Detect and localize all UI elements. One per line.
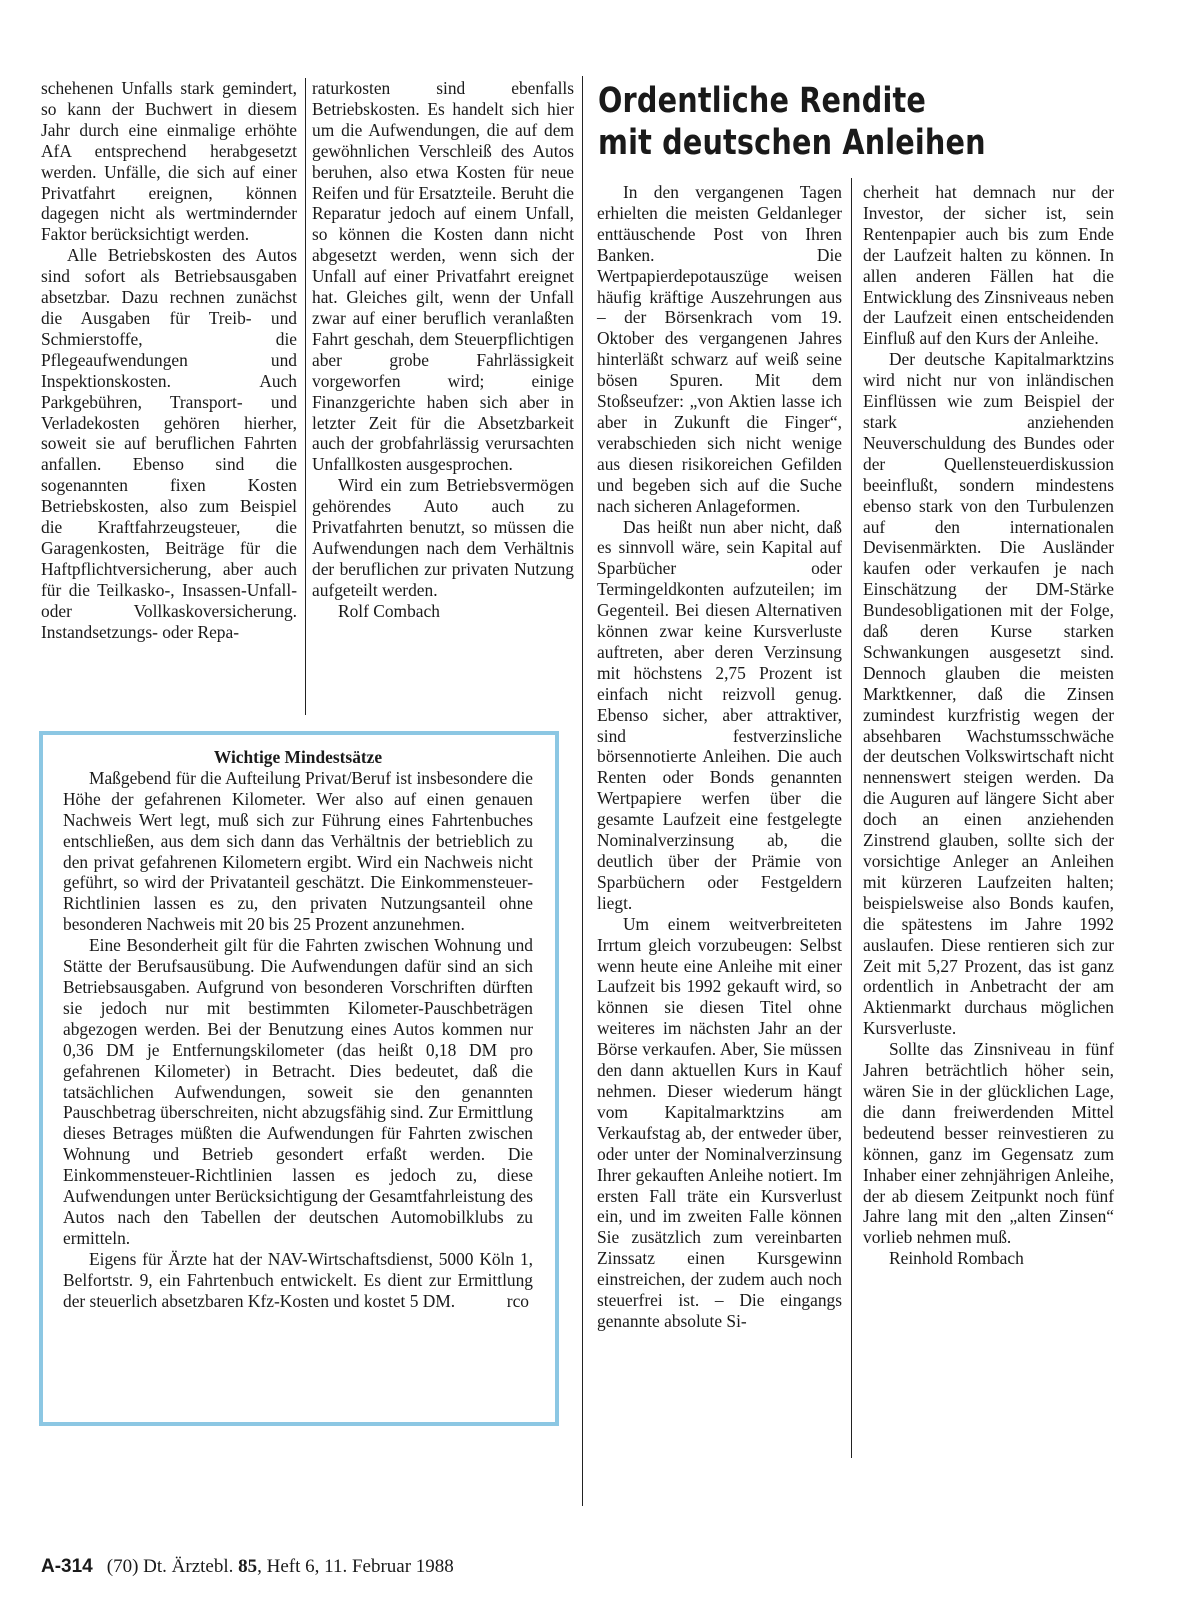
journal-ref: (70) Dt. Ärztebl. bbox=[106, 1556, 234, 1577]
article-column-2 bbox=[863, 182, 1114, 1269]
paragraph: cherheit hat demnach nur der Investor, der sicher ist, sein Rentenpapier auch bis zum Ende der Laufzeit halten zu können. In allen anderen Fällen hat die Entwicklung des Zinsniveaus neben der Laufzeit einen entscheidenden Einfluß auf den Kurs der Anleihe. bbox=[863, 182, 1114, 349]
paragraph: Alle Betriebskosten des Autos sind sofort als Betriebsausgaben absetzbar. Dazu rechnen zunächst die Ausgaben für Treib- und Schmierstoffe, die Pflegeaufwendungen und Inspektionskosten. Auch Parkgebühren, Transport- und Verladekosten gehören hierher, soweit sie auf beruflichen Fahrten anfallen. Ebenso sind die sogenannten fixen Kosten Betriebskosten, also zum Beispiel die Kraftfahrzeugsteuer, die Garagenkosten, Beiträge für die Haftpflichtversicherung, aber auch für die Teilkasko-, Insassen-Unfall- oder Vollkaskoversicherung. Instandsetzungs- oder Repa- bbox=[41, 245, 297, 642]
info-box bbox=[39, 731, 559, 1426]
issue-date: , Heft 6, 11. Februar 1988 bbox=[257, 1556, 454, 1577]
paragraph: raturkosten sind ebenfalls Betriebskosten. Es handelt sich hier um die Aufwendungen, die auf dem gewöhnlichen Verschleiß des Autos beruhen, also etwa Kosten für neue Reifen und für Ersatzteile. Beruht die Reparatur jedoch auf einem Unfall, so können die Kosten dann nicht abgesetzt werden, wenn sich der Unfall auf einer Privatfahrt ereignet hat. Gleiches gilt, wenn der Unfall zwar auf einer beruflich veranlaßten Fahrt geschah, dem Steuerpflichtigen aber grobe Fahrlässigkeit vorgeworfen wird; einige Finanzgerichte haben sich aber in letzter Zeit für die Absetzbarkeit auch der grobfahrlässig verursachten Unfallkosten ausgesprochen. bbox=[312, 78, 574, 475]
box-title: Wichtige Mindestsätze bbox=[213, 747, 383, 767]
paragraph: Der deutsche Kapitalmarktzins wird nicht nur von inländischen Einflüssen wie zum Beispiel der stark anziehenden Neuverschuldung des Bundes oder der Quellensteuerdiskussion beeinflußt, sondern mindestens ebenso stark von den Turbulenzen auf den internationalen Devisenmärkten. Die Ausländer kaufen oder verkaufen je nach Einschätzung der DM-Stärke Bundesobligationen mit der Folge, daß deren Kurse starken Schwankungen ausgesetzt sind. Dennoch glauben die meisten Marktkenner, daß die Zinsen zumindest kurzfristig wegen der absehbaren Wachstumsschwäche der deutschen Volkswirtschaft nicht nennenswert steigen werden. Da die Auguren auf längere Sicht aber doch an einen anziehenden Zinstrend glauben, sollte sich der vorsichtige Anleger an Anleihen mit kürzeren Laufzeiten halten; beispielsweise also Bonds kaufen, die spätestens im Jahre 1992 auslaufen. Diese rentieren sich zur Zeit mit 5,27 Prozent, das ist ganz ordentlich in Anbetracht der am Aktienmarkt durchaus möglichen Kursverluste. bbox=[863, 349, 1114, 1039]
paragraph: Maßgebend für die Aufteilung Privat/Beruf ist insbesondere die Höhe der gefahrenen Kilometer. Wer also auf einen genauen Nachweis Wert legt, muß sich zur Führung eines Fahrtenbuches entschließen, aus dem sich dann das Verhältnis der betrieblich zu den privat gefahrenen Kilometern ergibt. Wird ein Nachweis nicht geführt, so wird der Privatanteil geschätzt. Die Einkommensteuer-Richtlinien lassen es zu, den privaten Nutzungsanteil ohne besonderen Nachweis mit 20 bis 25 Prozent anzunehmen. bbox=[63, 767, 533, 935]
paragraph bbox=[63, 1249, 533, 1312]
paragraph: Sollte das Zinsniveau in fünf Jahren beträchtlich höher sein, wären Sie in der glücklichen Lage, die dann freiwerdenden Mittel bedeutend besser reinvestieren zu können, ganz im Gegensatz zum Inhaber einer zehnjährigen Anleihe, der ab diesem Zeitpunkt noch fünf Jahre lang mit den „alten Zinsen“ vorlieb nehmen muß. bbox=[863, 1039, 1114, 1248]
column-2 bbox=[312, 78, 574, 622]
column-divider bbox=[305, 78, 306, 715]
column-divider bbox=[851, 178, 852, 1458]
article-headline bbox=[598, 80, 1057, 164]
box-body bbox=[63, 768, 533, 1312]
column-divider bbox=[582, 76, 583, 1506]
paragraph: Wird ein zum Betriebsvermögen gehörendes Auto auch zu Privatfahrten benutzt, so müssen die Aufwendungen nach dem Verhältnis der beruflichen zur privaten Nutzung aufgeteilt werden. bbox=[312, 475, 574, 600]
author-byline: Reinhold Rombach bbox=[889, 1248, 1024, 1269]
page-footer bbox=[41, 1556, 454, 1578]
article-column-1 bbox=[597, 182, 842, 1332]
headline-line: mit deutschen Anleihen bbox=[598, 123, 986, 163]
headline-line: Ordentliche Rendite bbox=[598, 81, 926, 121]
paragraph: Das heißt nun aber nicht, daß es sinnvoll wäre, sein Kapital auf Sparbücher oder Termingeldkonten aufzuteilen; im Gegenteil. Bei diesen Alternativen können zwar keine Kursverluste auftreten, aber deren Verzinsung mit höchstens 2,75 Prozent ist einfach nicht reizvoll genug. Ebenso sicher, aber attraktiver, sind festverzinsliche börsennotierte Anleihen. Die auch Renten oder Bonds genannten Wertpapiere werfen über die gesamte Laufzeit eine festgelegte Nominalverzinsung ab, die deutlich über der Prämie von Sparbüchern oder Festgeldern liegt. bbox=[597, 516, 842, 913]
volume-number: 85 bbox=[238, 1556, 258, 1577]
column-1 bbox=[41, 78, 297, 642]
paragraph: schehenen Unfalls stark gemindert, so kann der Buchwert in diesem Jahr durch eine einmalige erhöhte AfA entsprechend herabgesetzt werden. Unfälle, die sich auf einer Privatfahrt ereignen, können dagegen nicht als wertmindernder Faktor berücksichtigt werden. bbox=[41, 78, 297, 245]
author-initials: rco bbox=[506, 1290, 529, 1311]
paragraph-text: Eigens für Ärzte hat der NAV-Wirtschaftsdienst, 5000 Köln 1, Belfortstr. 9, ein Fahrtenbuch entwickelt. Es dient zur Ermittlung der steuerlich absetzbaren Kfz-Kosten und kostet 5 DM. bbox=[63, 1248, 533, 1311]
page-number: A-314 bbox=[41, 1556, 93, 1577]
paragraph: In den vergangenen Tagen erhielten die meisten Geldanleger enttäuschende Post von Ihren Banken. Die Wertpapierdepotauszüge weisen häufig kräftige Auszehrungen aus – der Börsenkrach vom 19. Oktober des vergangenen Jahres hinterläßt schwarz auf weiß seine bösen Spuren. Mit dem Stoßseufzer: „von Aktien lasse ich aber in Zukunft die Finger“, verabschieden sich nicht wenige aus diesen risikoreichen Gefilden und begeben sich auf die Suche nach sicheren Anlageformen. bbox=[597, 182, 842, 516]
paragraph: Um einem weitverbreiteten Irrtum gleich vorzubeugen: Selbst wenn heute eine Anleihe mit einer Laufzeit bis 1992 gekauft wird, so können sie diesen Titel ohne weiteres im nächsten Jahr an der Börse verkaufen. Aber, Sie müssen den dann aktuellen Kurs in Kauf nehmen. Dieser wiederum hängt vom Kapitalmarktzins am Verkaufstag ab, der entweder über, oder unter der Nominalverzinsung Ihrer gekauften Anleihe notiert. Im ersten Fall träte ein Kursverlust ein, und im zweiten Falle können Sie zusätzlich zum vereinbarten Zinssatz einen Kursgewinn einstreichen, der zudem auch noch steuerfrei ist. – Die eingangs genannte absolute Si- bbox=[597, 913, 842, 1331]
author-byline: Rolf Combach bbox=[338, 600, 440, 621]
paragraph: Eine Besonderheit gilt für die Fahrten zwischen Wohnung und Stätte der Berufsausübung. Die Aufwendungen dafür sind an sich Betriebsausgaben. Aufgrund von besonderen Vorschriften dürften sie jedoch nur mit bestimmten Kilometer-Pauschbeträgen abgezogen werden. Bei der Benutzung eines Autos kommen nur 0,36 DM je Entfernungskilometer (das heißt 0,18 DM pro gefahrenen Kilometer) in Betracht. Dies bedeutet, daß die tatsächlichen Aufwendungen, soweit sie den genannten Pauschbetrag überschreiten, nicht abzugsfähig sind. Zur Ermittlung dieses Betrages müßten die Aufwendungen für Fahrten zwischen Wohnung und Betrieb gesondert erfaßt werden. Die Einkommensteuer-Richtlinien lassen es jedoch zu, diese Aufwendungen unter Berücksichtigung der Gesamtfahrleistung des Autos nach den Tabellen der deutschen Automobilklubs zu ermitteln. bbox=[63, 935, 533, 1248]
